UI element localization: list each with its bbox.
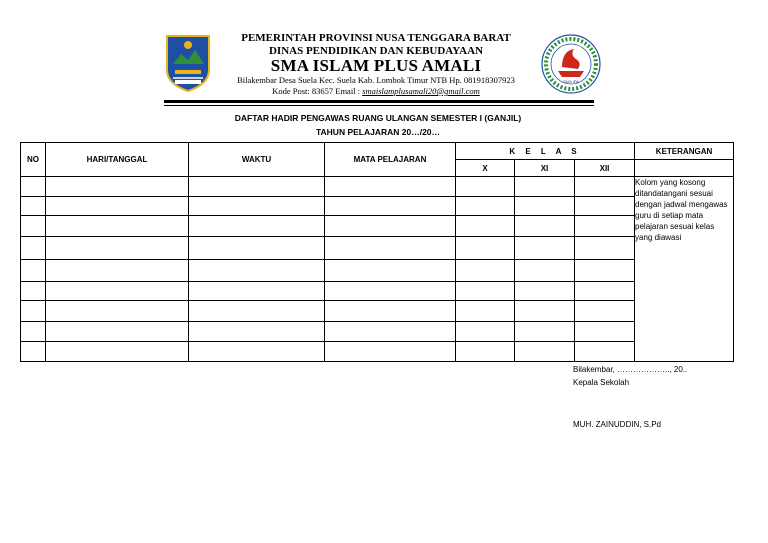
table-row: [21, 237, 734, 260]
cell-kelas-xi[interactable]: [515, 237, 575, 260]
table-row: [21, 301, 734, 322]
document-title: DAFTAR HADIR PENGAWAS RUANG ULANGAN SEMESTER I (GANJIL): [234, 113, 522, 123]
cell-hari-tanggal[interactable]: [46, 177, 189, 197]
cell-hari-tanggal[interactable]: [46, 260, 189, 282]
keterangan-subheader-cell: [635, 160, 734, 177]
school-name: SMA ISLAM PLUS AMALI: [270, 56, 482, 75]
svg-text:SMA IPA: SMA IPA: [563, 79, 579, 84]
cell-kelas-x[interactable]: [456, 197, 515, 216]
cell-waktu[interactable]: [189, 260, 325, 282]
cell-hari-tanggal[interactable]: [46, 237, 189, 260]
cell-no[interactable]: [21, 216, 46, 237]
keterangan-note: Kolom yang kosong ditandatangani sesuai dengan jadwal mengawas guru di setiap mata pelajaran sesuai kelas yang diawasi: [635, 177, 734, 362]
cell-mata-pelajaran[interactable]: [325, 216, 456, 237]
table-row: [21, 260, 734, 282]
header-kelas-x: X: [456, 160, 515, 177]
cell-waktu[interactable]: [189, 177, 325, 197]
cell-hari-tanggal[interactable]: [46, 216, 189, 237]
school-contact: [215, 86, 537, 96]
attendance-table: [20, 142, 734, 362]
table-row: [21, 216, 734, 237]
cell-kelas-xii[interactable]: [575, 237, 635, 260]
header-waktu: WAKTU: [189, 143, 325, 177]
table-row: [21, 342, 734, 362]
cell-kelas-x[interactable]: [456, 282, 515, 301]
school-emblem-icon: [540, 33, 602, 95]
cell-waktu[interactable]: [189, 342, 325, 362]
letterhead-divider-thick: [164, 100, 594, 103]
cell-kelas-xii[interactable]: [575, 342, 635, 362]
cell-kelas-x[interactable]: [456, 342, 515, 362]
cell-waktu[interactable]: [189, 237, 325, 260]
table-row: [21, 282, 734, 301]
cell-no[interactable]: [21, 322, 46, 342]
cell-mata-pelajaran[interactable]: [325, 342, 456, 362]
cell-hari-tanggal[interactable]: [46, 342, 189, 362]
cell-no[interactable]: [21, 177, 46, 197]
cell-no[interactable]: [21, 282, 46, 301]
cell-no[interactable]: [21, 342, 46, 362]
cell-mata-pelajaran[interactable]: [325, 301, 456, 322]
table-row: [21, 197, 734, 216]
cell-kelas-xi[interactable]: [515, 177, 575, 197]
cell-mata-pelajaran[interactable]: [325, 322, 456, 342]
letterhead-divider-thin: [164, 105, 594, 106]
cell-mata-pelajaran[interactable]: [325, 260, 456, 282]
cell-waktu[interactable]: [189, 216, 325, 237]
signature-role: Kepala Sekolah: [573, 378, 630, 387]
header-kelas: K E L A S: [456, 143, 635, 160]
cell-kelas-x[interactable]: [456, 322, 515, 342]
signature-name: MUH. ZAINUDDIN, S.Pd: [573, 420, 662, 429]
cell-no[interactable]: [21, 197, 46, 216]
cell-kelas-xii[interactable]: [575, 216, 635, 237]
cell-waktu[interactable]: [189, 301, 325, 322]
school-email-link[interactable]: smaislamplusamali20@gmail.com: [362, 86, 480, 96]
cell-kelas-x[interactable]: [456, 237, 515, 260]
cell-kelas-x[interactable]: [456, 301, 515, 322]
header-hari-tanggal: HARI/TANGGAL: [46, 143, 189, 177]
cell-kelas-xi[interactable]: [515, 342, 575, 362]
cell-kelas-xi[interactable]: [515, 197, 575, 216]
school-address: Bilakembar Desa Suela Kec. Suela Kab. Lombok Timur NTB Hp. 081918307923: [237, 75, 515, 85]
cell-kelas-xi[interactable]: [515, 260, 575, 282]
cell-mata-pelajaran[interactable]: [325, 282, 456, 301]
cell-no[interactable]: [21, 260, 46, 282]
cell-kelas-xi[interactable]: [515, 282, 575, 301]
cell-kelas-xii[interactable]: [575, 282, 635, 301]
header-kelas-xii: XII: [575, 160, 635, 177]
cell-mata-pelajaran[interactable]: [325, 177, 456, 197]
cell-kelas-xi[interactable]: [515, 322, 575, 342]
cell-hari-tanggal[interactable]: [46, 322, 189, 342]
cell-no[interactable]: [21, 301, 46, 322]
cell-kelas-xii[interactable]: [575, 260, 635, 282]
cell-waktu[interactable]: [189, 322, 325, 342]
cell-hari-tanggal[interactable]: [46, 282, 189, 301]
header-kelas-xi: XI: [515, 160, 575, 177]
header-department-line: DINAS PENDIDIKAN DAN KEBUDAYAAN: [268, 45, 484, 57]
cell-kelas-xii[interactable]: [575, 197, 635, 216]
table-row: [21, 177, 734, 197]
header-no: NO: [21, 143, 46, 177]
cell-kelas-xii[interactable]: [575, 177, 635, 197]
postal-code-label: Kode Post: 83657 Email :: [272, 86, 363, 96]
cell-mata-pelajaran[interactable]: [325, 237, 456, 260]
cell-hari-tanggal[interactable]: [46, 301, 189, 322]
header-government-line: PEMERINTAH PROVINSI NUSA TENGGARA BARAT: [241, 32, 511, 44]
cell-kelas-xi[interactable]: [515, 216, 575, 237]
provincial-emblem-icon: [163, 34, 213, 92]
cell-waktu[interactable]: [189, 197, 325, 216]
cell-hari-tanggal[interactable]: [46, 197, 189, 216]
cell-kelas-xii[interactable]: [575, 301, 635, 322]
cell-kelas-x[interactable]: [456, 177, 515, 197]
cell-kelas-xii[interactable]: [575, 322, 635, 342]
cell-kelas-xi[interactable]: [515, 301, 575, 322]
cell-kelas-x[interactable]: [456, 216, 515, 237]
cell-no[interactable]: [21, 237, 46, 260]
cell-kelas-x[interactable]: [456, 260, 515, 282]
header-keterangan: KETERANGAN: [635, 143, 734, 160]
table-row: [21, 322, 734, 342]
signature-place-date: Bilakembar, ……………….., 20..: [573, 365, 688, 374]
cell-waktu[interactable]: [189, 282, 325, 301]
header-mata-pelajaran: MATA PELAJARAN: [325, 143, 456, 177]
academic-year: TAHUN PELAJARAN 20…/20…: [315, 127, 441, 137]
cell-mata-pelajaran[interactable]: [325, 197, 456, 216]
